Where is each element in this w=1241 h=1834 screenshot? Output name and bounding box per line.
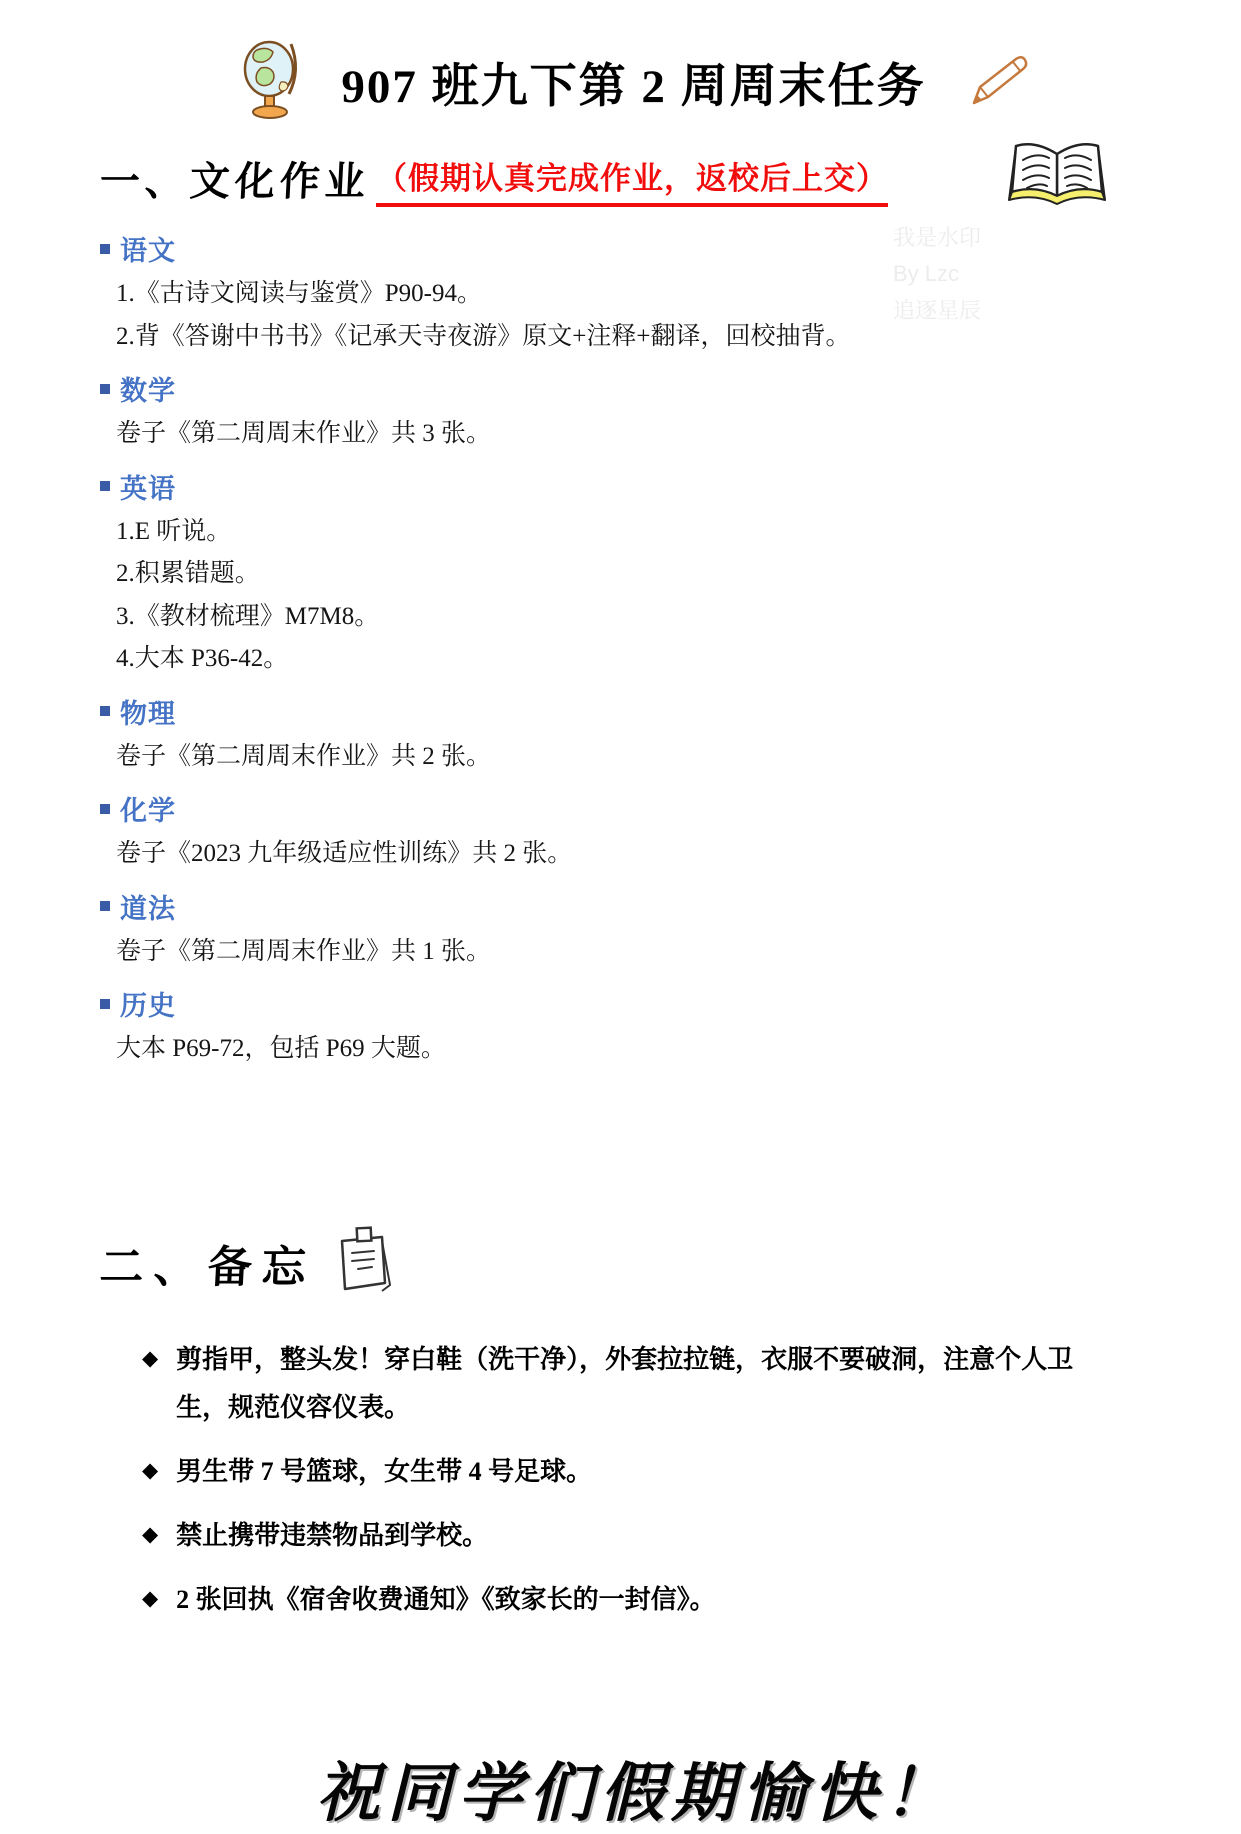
section1-heading-row bbox=[100, 150, 1171, 207]
memo-item bbox=[142, 1336, 1077, 1432]
diamond-bullet-icon: ◆ bbox=[142, 1585, 159, 1610]
homework-item: 大本 P69-72，包括 P69 大题。 bbox=[116, 1035, 446, 1062]
homework-item: 2.背《答谢中书书》《记承天寺夜游》原文+注释+翻译，回校抽背。 bbox=[116, 322, 851, 350]
memo-icon bbox=[332, 1225, 394, 1302]
open-book-icon bbox=[1003, 134, 1111, 221]
subject-head bbox=[100, 369, 1171, 408]
pencil-icon bbox=[964, 51, 1030, 114]
subject-history bbox=[100, 984, 1171, 1067]
homework-item: 1.《古诗文阅读与鉴赏》P90-94。 bbox=[116, 280, 482, 307]
homework-item: 卷子《2023 九年级适应性训练》共 2 张。 bbox=[116, 840, 573, 867]
subject-math bbox=[100, 369, 1171, 452]
subject-name: 数学 bbox=[120, 376, 176, 406]
subject-head bbox=[100, 229, 1171, 268]
homework-item: 卷子《第二周周末作业》共 3 张。 bbox=[116, 420, 492, 447]
section2-heading: 二、备忘 bbox=[98, 1243, 318, 1292]
subject-name: 化学 bbox=[120, 796, 176, 826]
subject-head bbox=[100, 789, 1171, 828]
square-bullet-icon bbox=[100, 481, 110, 491]
subject-name: 道法 bbox=[120, 893, 176, 924]
memo-list bbox=[100, 1336, 1171, 1624]
subject-name: 语文 bbox=[120, 236, 176, 266]
globe-icon bbox=[241, 38, 303, 127]
square-bullet-icon bbox=[100, 244, 110, 254]
subject-head bbox=[100, 467, 1171, 506]
section1-red-note: （假期认真完成作业，返校后上交） bbox=[376, 153, 888, 207]
homework-item: 1.E 听说。 bbox=[116, 517, 232, 545]
watermark bbox=[893, 220, 981, 329]
memo-item bbox=[142, 1576, 1077, 1624]
square-bullet-icon bbox=[100, 384, 110, 394]
memo-text: 2 张回执《宿舍收费通知》《致家长的一封信》。 bbox=[176, 1584, 716, 1614]
homework-item: 4.大本 P36-42。 bbox=[116, 645, 289, 672]
memo-text: 剪指甲，整头发！穿白鞋（洗干净），外套拉拉链，衣服不要破洞，注意个人卫生，规范仪容仪表。 bbox=[176, 1344, 1074, 1422]
subject-chemistry bbox=[100, 789, 1171, 872]
diamond-bullet-icon: ◆ bbox=[142, 1345, 159, 1370]
memo-item bbox=[142, 1448, 1077, 1496]
memo-item bbox=[142, 1512, 1077, 1560]
section2-heading-row bbox=[100, 1225, 1171, 1302]
square-bullet-icon bbox=[100, 999, 110, 1009]
subject-head bbox=[100, 887, 1171, 926]
homework-item: 2.积累错题。 bbox=[116, 560, 260, 587]
square-bullet-icon bbox=[100, 706, 110, 716]
homework-item: 卷子《第二周周末作业》共 2 张。 bbox=[116, 742, 492, 770]
subject-name: 历史 bbox=[120, 991, 176, 1021]
subject-chinese bbox=[100, 229, 1171, 354]
subject-head bbox=[100, 984, 1171, 1023]
subject-physics bbox=[100, 692, 1171, 775]
watermark-line: By Lzc bbox=[893, 261, 960, 287]
title-row bbox=[100, 36, 1171, 128]
diamond-bullet-icon: ◆ bbox=[142, 1521, 159, 1546]
subject-name: 英语 bbox=[120, 473, 176, 504]
watermark-line: 追逐星辰 bbox=[893, 297, 982, 323]
homework-list bbox=[100, 229, 1171, 1067]
diamond-bullet-icon: ◆ bbox=[142, 1457, 159, 1482]
square-bullet-icon bbox=[100, 804, 110, 814]
subject-morality-law bbox=[100, 887, 1171, 970]
footer-wish: 祝同学们假期愉快！ bbox=[316, 1757, 955, 1829]
homework-item: 卷子《第二周周末作业》共 1 张。 bbox=[116, 937, 492, 965]
square-bullet-icon bbox=[100, 901, 110, 911]
subject-name: 物理 bbox=[120, 698, 176, 729]
memo-text: 禁止携带违禁物品到学校。 bbox=[176, 1520, 489, 1550]
section1-heading: 一、文化作业 bbox=[98, 159, 372, 204]
memo-text: 男生带 7 号篮球，女生带 4 号足球。 bbox=[176, 1456, 593, 1486]
subject-english bbox=[100, 467, 1171, 677]
homework-item: 3.《教材梳理》M7M8。 bbox=[116, 602, 380, 630]
watermark-line: 我是水印 bbox=[893, 225, 982, 250]
page-title: 907 班九下第 2 周周末任务 bbox=[341, 60, 926, 113]
subject-head bbox=[100, 692, 1171, 731]
